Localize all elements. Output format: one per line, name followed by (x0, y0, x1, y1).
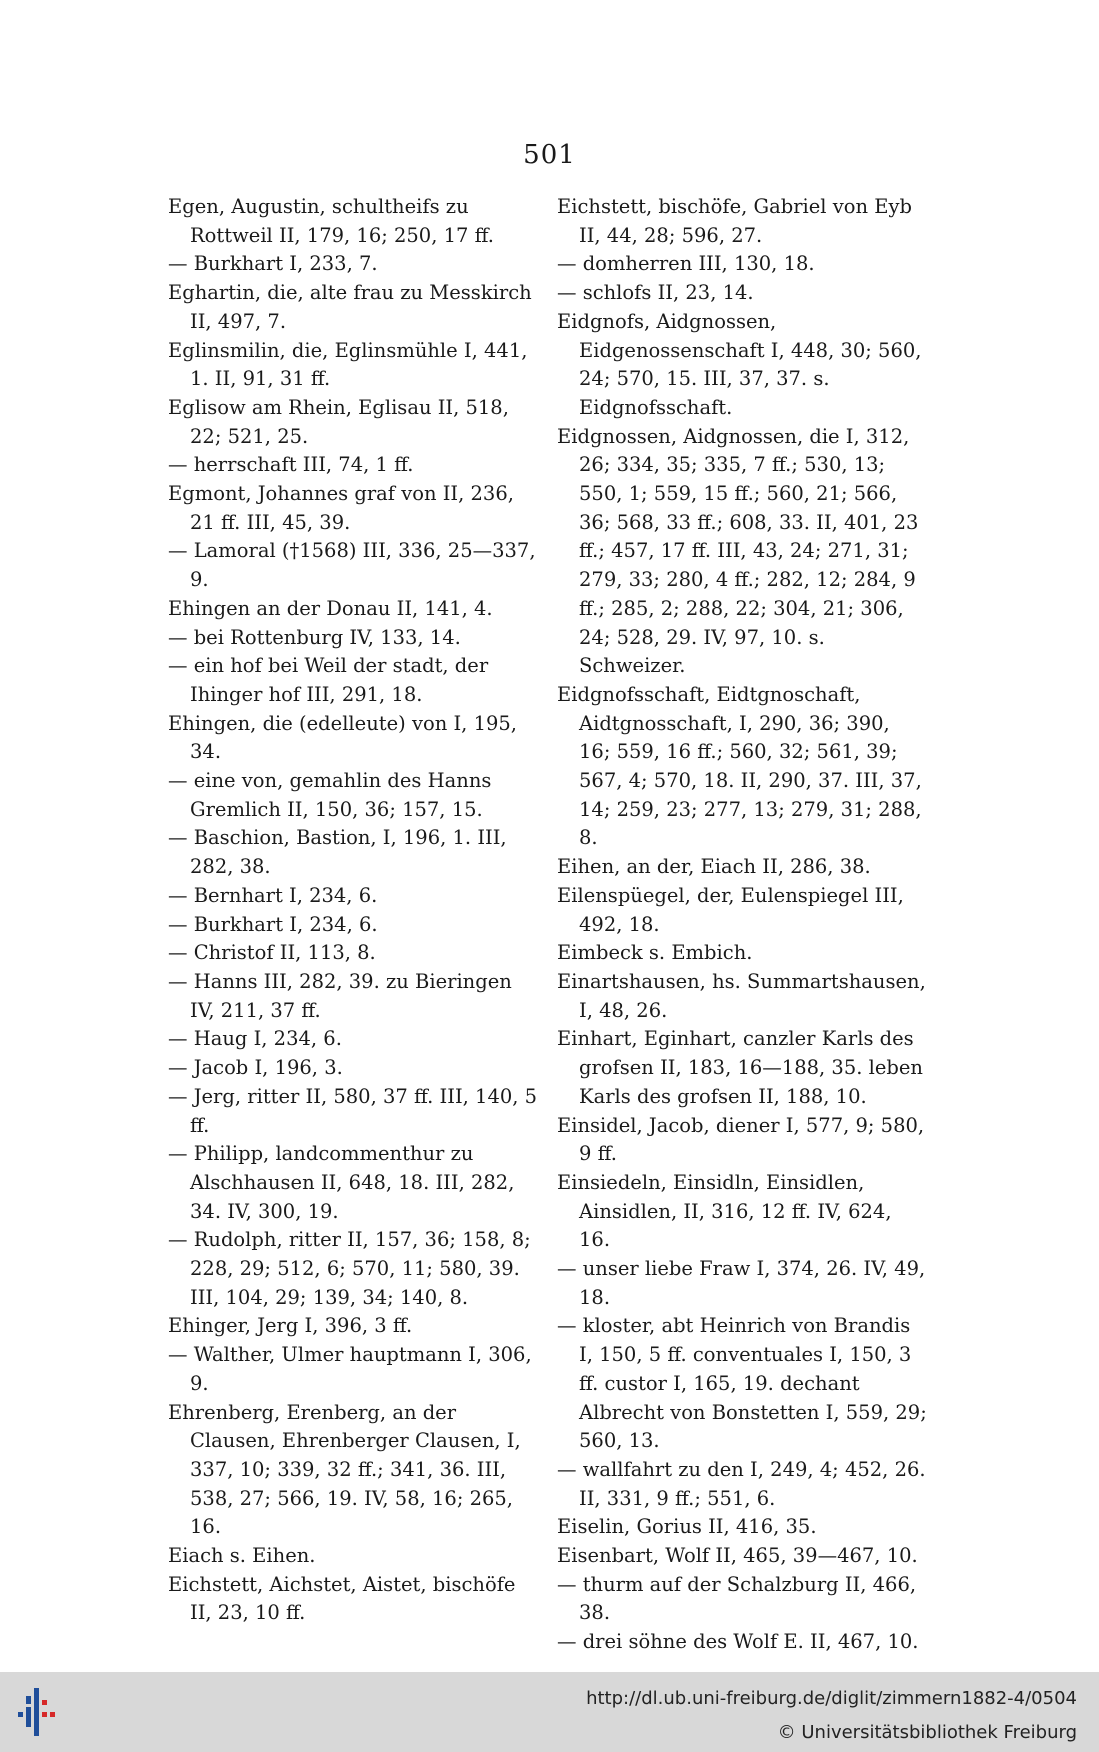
index-entry: — wallfahrt zu den I, 249, 4; 452, 26. II, 331, 9 ff.; 551, 6. (557, 1457, 926, 1510)
index-entry: Eidgnofs, Aidgnossen, Eidgenossenschaft I, 448, 30; 560, 24; 570, 15. III, 37, 37. s. Eidgnofsschaft. (557, 309, 922, 419)
index-entry: Eidgnossen, Aidgnossen, die I, 312, 26; 334, 35; 335, 7 ff.; 530, 13; 550, 1; 559, 15 ff.; 560, 21; 566, 36; 568, 33 ff.; 608, 33. II, 401, 23 ff.; 457, 17 ff. III, 43, 24; 271, 31; 279, 33; 280, 4 ff.; 282, 12; 284, 9 ff.; 285, 2; 288, 22; 304, 21; 306, 24; 528, 29. IV, 97, 10. s. Schweizer. (557, 424, 919, 678)
index-entry: — domherren III, 130, 18. (557, 252, 815, 276)
index-entry: — Baschion, Bastion, I, 196, 1. III, 282, 38. (168, 826, 507, 879)
index-entry: — drei söhne des Wolf E. II, 467, 10. (557, 1630, 919, 1654)
index-entry: Einsiedeln, Einsidln, Einsidlen, Ainsidlen, II, 316, 12 ff. IV, 624, 16. (557, 1170, 892, 1252)
index-entry: Ehinger, Jerg I, 396, 3 ff. (168, 1314, 413, 1338)
index-entry: Egen, Augustin, schultheifs zu Rottweil II, 179, 16; 250, 17 ff. (168, 195, 494, 247)
index-entry: — Hanns III, 282, 39. zu Bieringen IV, 211, 37 ff. (168, 969, 512, 1022)
index-column-right (557, 193, 927, 1657)
index-entry: Einhart, Eginhart, canzler Karls des grofsen II, 183, 16—188, 35. leben Karls des grofsen II, 188, 10. (557, 1027, 923, 1108)
index-entry: Eidgnofsschaft, Eidtgnoschaft, Aidtgnosschaft, I, 290, 36; 390, 16; 559, 16 ff.; 560, 32; 561, 39; 567, 4; 570, 18. II, 290, 37. III, 37, 14; 259, 23; 277, 13; 279, 31; 288, 8. (557, 682, 922, 850)
index-column-left (168, 193, 538, 1628)
index-entry: Eichstett, bischöfe, Gabriel von Eyb II, 44, 28; 596, 27. (557, 195, 912, 247)
index-entry: Eglinsmilin, die, Eglinsmühle I, 441, 1. II, 91, 31 ff. (168, 338, 528, 391)
copyright-notice: © Universitätsbibliothek Freiburg (777, 1722, 1077, 1743)
index-entry: — Burkhart I, 233, 7. (168, 252, 378, 276)
index-entry: Ehrenberg, Erenberg, an der Clausen, Ehrenberger Clausen, I, 337, 10; 339, 32 ff.; 341, 36. III, 538, 27; 566, 19. IV, 58, 16; 265, 16. (168, 1400, 521, 1539)
index-entry: — kloster, abt Heinrich von Brandis I, 150, 5 ff. conventuales I, 150, 3 ff. custor I, 165, 19. dechant Albrecht von Bonstetten I, 559, 29; 560, 13. (557, 1314, 927, 1453)
index-entry: — Rudolph, ritter II, 157, 36; 158, 8; 228, 29; 512, 6; 570, 11; 580, 39. III, 104, 29; 139, 34; 140, 8. (168, 1228, 531, 1309)
index-entry: — Jerg, ritter II, 580, 37 ff. III, 140, 5 ff. (168, 1084, 538, 1137)
index-entry: — Jacob I, 196, 3. (168, 1056, 343, 1080)
page-number: 501 (523, 140, 576, 170)
index-entry: Einsidel, Jacob, diener I, 577, 9; 580, 9 ff. (557, 1113, 925, 1166)
index-entry: — Philipp, landcommenthur zu Alschhausen II, 648, 18. III, 282, 34. IV, 300, 19. (168, 1142, 515, 1223)
index-entry: — herrschaft III, 74, 1 ff. (168, 453, 414, 477)
index-entry: Eglisow am Rhein, Eglisau II, 518, 22; 521, 25. (168, 395, 509, 448)
footer-bar (0, 1672, 1099, 1752)
index-entry: Ehingen, die (edelleute) von I, 195, 34. (168, 711, 517, 764)
source-url-link[interactable]: http://dl.ub.uni-freiburg.de/diglit/zimmern1882-4/0504 (586, 1688, 1077, 1709)
index-entry: — Burkhart I, 234, 6. (168, 912, 378, 936)
index-entry: — eine von, gemahlin des Hanns Gremlich II, 150, 36; 157, 15. (168, 769, 492, 821)
index-entry: Eichstett, Aichstet, Aistet, bischöfe II, 23, 10 ff. (168, 1572, 516, 1625)
index-entry: — unser liebe Fraw I, 374, 26. IV, 49, 18. (557, 1257, 926, 1309)
index-entry: Eisenbart, Wolf II, 465, 39—467, 10. (557, 1544, 918, 1568)
index-entry: — Lamoral (†1568) III, 336, 25—337, 9. (168, 539, 536, 592)
index-entry: Eihen, an der, Eiach II, 286, 38. (557, 855, 871, 879)
index-entry: Ehingen an der Donau II, 141, 4. (168, 596, 493, 620)
index-entry: Eilenspüegel, der, Eulenspiegel III, 492, 18. (557, 883, 904, 936)
index-entry: Eghartin, die, alte frau zu Messkirch II, 497, 7. (168, 281, 532, 333)
index-entry: — thurm auf der Schalzburg II, 466, 38. (557, 1572, 917, 1625)
index-entry: — Bernhart I, 234, 6. (168, 883, 378, 907)
ub-freiburg-logo-icon (10, 1682, 72, 1744)
index-entry: — Christof II, 113, 8. (168, 941, 376, 965)
index-entry: — bei Rottenburg IV, 133, 14. (168, 625, 461, 649)
index-entry: — ein hof bei Weil der stadt, der Ihinger hof III, 291, 18. (168, 654, 489, 706)
index-entry: — Haug I, 234, 6. (168, 1027, 342, 1051)
index-entry: — schlofs II, 23, 14. (557, 281, 754, 305)
index-entry: — Walther, Ulmer hauptmann I, 306, 9. (168, 1343, 532, 1395)
index-entry: Einartshausen, hs. Summartshausen, I, 48, 26. (557, 969, 926, 1022)
index-entry: Egmont, Johannes graf von II, 236, 21 ff. III, 45, 39. (168, 482, 514, 534)
index-entry: Eiselin, Gorius II, 416, 35. (557, 1515, 817, 1539)
index-entry: Eimbeck s. Embich. (557, 941, 753, 965)
index-entry: Eiach s. Eihen. (168, 1544, 316, 1568)
